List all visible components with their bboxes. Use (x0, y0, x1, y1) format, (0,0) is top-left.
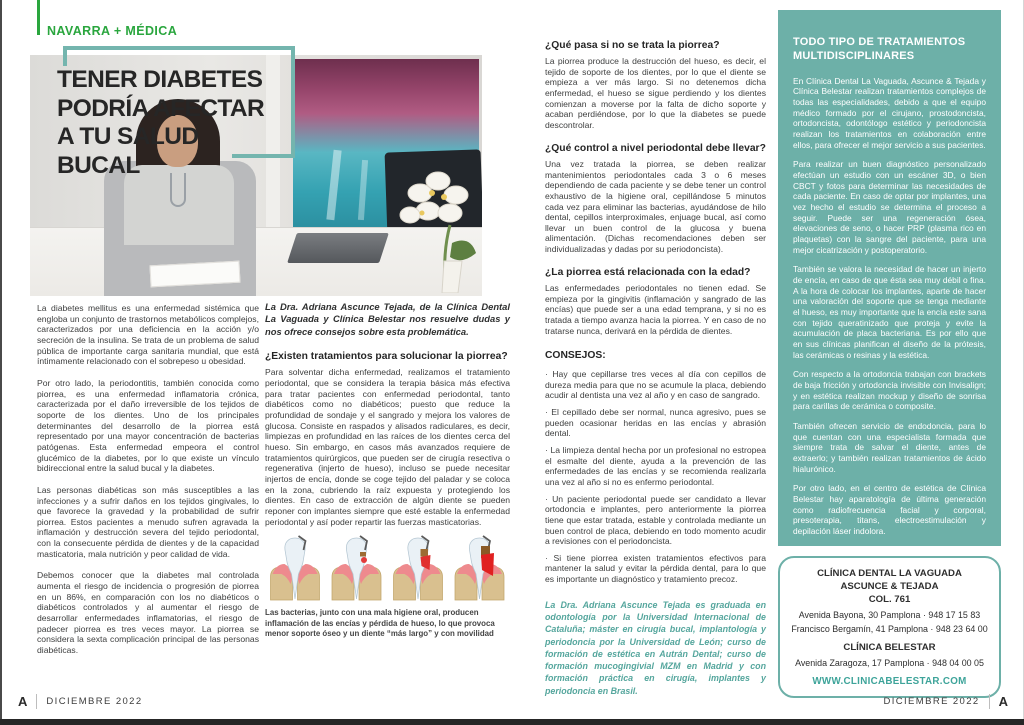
answer-paragraph: Una vez tratada la piorrea, se deben realizar mantenimientos periodontales cada 3 o 6 meses dependiendo de cada paciente y se debe tener un control exhaustivo de la higiene oral, cepillándose 5 minutos cada vez para eliminar las bacterias, ayudándose de hilo dental, cepillos interproximales, enjuage bucal, así como llevar un buen control de la glucosa y buena alimentación. (Dichas recomendaciones deben ser individualizadas y dadas por su periodoncista). (545, 158, 766, 255)
footer-divider (36, 694, 37, 709)
headline-frame (63, 46, 67, 66)
doctor-bio: La Dra. Adriana Ascunce Tejada es graduada en odontología por la Universidad Internacional de Cataluña; máster en cirugía bucal, implantología y periodoncia por la Universidad de León; curso de formación de estética en Autrán Dental; curso de formación mucogingivial MZM en Madrid y con formación práctica en cirugía, implantes y periodoncia en Brasil. (545, 599, 766, 696)
clinic-address: Avenida Bayona, 30 Pamplona · 948 17 15 83 (798, 609, 981, 620)
question-heading: ¿Existen tratamientos para solucionar la piorrea? (265, 351, 508, 363)
clinic-name: CLÍNICA BELESTAR (843, 641, 936, 653)
section-kicker: NAVARRA + MÉDICA (47, 24, 178, 38)
paragraph: Debemos conocer que la diabetes mal controlada aumenta el riesgo de incidencia o progresión de piorrea en un 86%, en comparación con los no diabéticos o diabéticos controlados y al aumentar el riesgo de desarrollar enfermedades inflamatorias, el riesgo de padecer piorrea es tres veces mayor. La piorrea se considera la sexta complicación principal de las personas diabéticas. (37, 570, 259, 656)
paragraph: Las personas diabéticas son más susceptibles a las infecciones y a sufrir daños en los tejidos gingivales, lo que favorece la gravedad y la probabilidad de sufrir piorrea. Estos pacientes a menudo sufren agravada la inflamación y destrucción severa del tejido periodontal, con la consecuente pérdida de dientes y de la capacidad masticatoria, mala nutrición y peor calidad de vida. (37, 484, 259, 559)
section-accent-bar (37, 0, 40, 35)
article-headline: TENER DIABETES PODRÍA AFECTAR A TU SALUD BUCAL (57, 66, 265, 179)
tip-item: · La limpieza dental hecha por un profesional no estropea el esmalte del diente, ayuda a la prevención de las enfermedades de las encías y se recomienda realizarla una vez al año si no es enfermo periodontal. (545, 444, 766, 487)
sidebar-paragraph: También se valora la necesidad de hacer un injerto de encía, en caso de que ésta sea muy débil o fina. A la hora de colocar los implantes, aparte de hacer una valoración del soporte que se tenga mediante el hueso, es muy importante que la encía este sana con tejido queratinizado que proteja y evite la acumulación de placa bacteriana. Es por ello que en sus clínicas planifican el diseño de la prótesis, las cerámicas o resinas y la estética. (793, 264, 986, 360)
sidebar-paragraph: En Clínica Dental La Vaguada, Ascunce & Tejada y Clínica Belestar realizan tratamientos complejos de todas las especialidades, debido a que el equipo médico formado por el cirujano, prostodoncista, ortodoncista, odontólogo estético y periodoncista realizan los tratamientos en colaboración entre ellos, para ofrecer el mejor servicio a sus pacientes. (793, 75, 986, 150)
sidebar-paragraph: También ofrecen servicio de endodoncia, para lo que cuentan con una especialista formada que siempre trata de salvar el diente, antes de extraerlo; y también realizan tratamientos de ácido hialurónico. (793, 420, 986, 474)
clinic-name: CLÍNICA DENTAL LA VAGUADA (817, 568, 962, 579)
tips-heading: CONSEJOS: (545, 350, 606, 362)
footer-right (883, 694, 1008, 709)
tip-item: · Si tiene piorrea existen tratamientos efectivos para mantener la salud y evitar la pérdida dental, para lo que es importante un diagnóstico y tratamiento precoz. (545, 552, 766, 585)
footer-date: DICIEMBRE 2022 (46, 696, 143, 707)
article-column-1 (37, 303, 259, 667)
paragraph: La diabetes mellitus es una enfermedad sistémica que engloba un conjunto de trastornos metabólicos complejos, caracterizados por una deficiencia en la acción y/o secreción de la insulina. Se trata de un problema de salud pública de importante carga sanitaria mundial, que está íntimamente relacionado con el sobrepeso u obesidad. (37, 303, 259, 367)
paragraph: Por otro lado, la periodontitis, también conocida como piorrea, es una enfermedad inflamatoria crónica, caracterizada por el daño irreversible de los tejidos de soporte de los dientes. Uno de los principales determinantes del desarrollo de la piorrea está representado por una mayor concentración de bacterias patógenas. Esta enfermedad empeora el control glucémico de la diabetes, por lo que existe un vínculo bidireccional entre la salud bucal y la diabetes. (37, 377, 259, 474)
question-heading: ¿Qué pasa si no se trata la piorrea? (545, 40, 720, 51)
contact-box (778, 556, 1001, 698)
clinic-college-number: COL. 761 (868, 593, 911, 605)
footer-left (18, 694, 143, 709)
headline-frame (291, 46, 295, 158)
tip-item: · Un paciente periodontal puede ser candidato a llevar ortodoncia e implantes, pero anteriormente la piorrea tiene que estar tratada, estable y controlada mediante un buen control de placa, debiendo en todo momento acudir a revisiones con el periodoncista. (545, 493, 766, 547)
clinic-address: Avenida Zaragoza, 17 Pamplona · 948 04 00 05 (795, 657, 984, 668)
page-edge-left (0, 0, 2, 725)
magazine-logo: A (998, 694, 1008, 709)
sidebar-paragraph: Por otro lado, en el centro de estética de Clínica Belestar hay aparatología de última generación como radiofrecuencia facial y corporal, presoterapia, titans, electroestimulación y depilación láser indolora. (793, 483, 986, 537)
figure-caption: Las bacterias, junto con una mala higiene oral, producen inflamación de las encías y pérdida de hueso, lo que provoca menor soporte óseo y un diente “más largo” y con movilidad (265, 607, 495, 639)
clinic-address: Francisco Bergamín, 41 Pamplona · 948 23 64 00 (791, 624, 988, 635)
clinic-subname: ASCUNCE & TEJADA (840, 580, 939, 592)
tooth-diagram-image (265, 535, 510, 601)
article-column-2 (265, 301, 510, 640)
tip-item: · El cepillado debe ser normal, nunca agresivo, pues se pueden ocasionar heridas en las encías y abrasión dental. (545, 406, 766, 439)
article-column-3 (545, 40, 766, 697)
answer-paragraph: Para solventar dicha enfermedad, realizamos el tratamiento periodontal, que se considera la terapia básica más efectiva para tratar pacientes con enfermedad periodontal, tanto diabéticos como no diabéticos; puesto que reduce la profundidad de sondaje y el sangrado y mejora los valores de glucosa. Consiste en raspados y alisados radiculares, es decir, limpiezas en profundidad en las raíces de los dientes cerca del hueso. Sin embargo, en casos más avanzados requiere de tratamientos quirúrgicos, que pueden ser de cirugía resectiva o regenerativa (injerto de hueso), incluso se puede necesitar injertos de encía, donde se coge tejido del paladar y se coloca en la zona, cubriendo la raíz expuesta y protegiendo los dientes. En caso de extracción de algún diente se pueden reponer con implantes siempre que esté estable la enfermedad periodontal y así poder repartir las fuerzas masticatorias. (265, 367, 510, 527)
footer-date: DICIEMBRE 2022 (883, 696, 980, 707)
photo-papers (149, 261, 240, 288)
question-heading: ¿La piorrea está relacionada con la edad? (545, 266, 751, 278)
treatments-sidebar (778, 10, 1001, 546)
sidebar-paragraph: Con respecto a la ortodoncia trabajan con brackets de baja fricción y ortodoncia invisible con Invisalign; y en estética realizan mockup y diseño de sonrisa para carillas de cerámica o composite. (793, 369, 986, 412)
photo-orchid-flowers (392, 165, 480, 293)
answer-paragraph: La piorrea produce la destrucción del hueso, es decir, el tejido de soporte de los dientes, por lo que el diente se empieza a ver más largo. Si no detenemos dicha enfermedad, el hueso se sigue perdiendo y los dientes comienzan a moverse por la falta de dicho soporte y acaban perdiéndose, por lo que la diabetes se puede descontrolar. (545, 56, 766, 131)
question-heading: ¿Qué control a nivel periodontal debe llevar? (545, 142, 766, 154)
sidebar-title: TODO TIPO DE TRATAMIENTOS MULTIDISCIPLINARES (793, 36, 966, 62)
sidebar-paragraph: Para realizar un buen diagnóstico personalizado efectúan un estudio con un escáner 3D, o bien CBCT y fotos para determinar las necesidades de cada paciente. En caso de optar por implantes, una vez hecho el estudio se determina el proceso a seguir. Puede ser una regeneración ósea, elevaciones de seno, o hacer PRP (plasma rico en plaquetas) con la sangre del paciente, para una mejor cicatrización y postoperatorio. (793, 159, 986, 255)
answer-paragraph: Las enfermedades periodontales no tienen edad. Se empieza por la gingivitis (inflamación y sangrado de las encías) que puede ser a una edad temprana, y si no es tratada a tiempo avanza hacia la piorrea. Y en caso de no tratarse nunca, derivará en la pérdida de dientes. (545, 282, 766, 336)
tip-item: · Hay que cepillarse tres veces al día con cepillos de dureza media para que no se acumule la placa, debiendo acudir al dentista una vez al año y en caso de sangrado. (545, 368, 766, 401)
photo-laptop (287, 233, 389, 263)
article-intro: La Dra. Adriana Ascunce Tejada, de la Clínica Dental La Vaguada y Clínica Belestar nos resuelve dudas y nos ofrece consejos sobre esta problemática. (265, 301, 510, 337)
magazine-logo: A (18, 694, 28, 709)
page-edge-bottom (0, 719, 1024, 725)
headline-frame (63, 46, 295, 50)
clinic-website-link[interactable]: WWW.CLINICABELESTAR.COM (812, 676, 967, 688)
footer-divider (989, 694, 990, 709)
